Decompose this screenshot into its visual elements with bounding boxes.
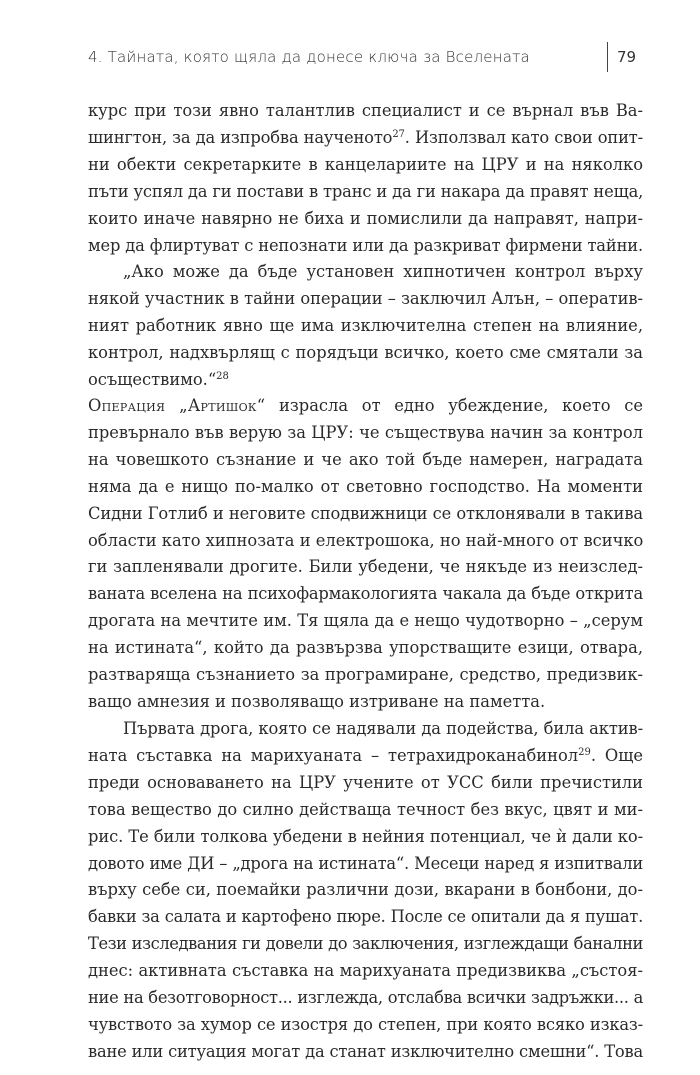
footnote-ref: 27 <box>392 128 405 140</box>
text-line: ги запленявали дрогите. Били убедени, че някъде из неизслед- <box>88 557 643 577</box>
text-line: ваната вселена на психофармакологията чакала да бъде открита <box>88 584 643 604</box>
text-line: курс при този явно талантлив специалист и се върнал във Ва- <box>88 101 643 120</box>
paragraph-1 <box>88 98 643 259</box>
text-line: превърнало във верую за ЦРУ: че съществува начин за контрол <box>88 422 643 442</box>
paragraph-2 <box>88 393 643 716</box>
text-fragment: израсла от едно убеждение, което се <box>265 396 643 415</box>
text-fragment: осъществимо.“ <box>88 369 217 389</box>
text-line: ващо амнезия и позволяващо изтриване на паметта. <box>88 691 546 711</box>
chapter-title: 4. Тайната, която щяла да донесе ключа за Вселената <box>88 48 530 66</box>
text-line: довото име ДИ – „дрога на истината“. Месеци наред я изпитвали <box>88 853 643 873</box>
text-fragment: шингтон, за да изпробва наученото <box>88 127 393 147</box>
text-line <box>88 743 643 770</box>
block-quote <box>88 259 643 394</box>
text-line: Първата дрога, която се надявали да подейства, била актив- <box>123 719 643 738</box>
running-header <box>88 48 648 72</box>
text-line: преди основаването на ЦРУ учените от УСС били пречистили <box>88 772 643 792</box>
text-line: Тези изследвания ги довели до заключения, изглеждащи банални <box>88 934 643 954</box>
text-line: чувството за хумор се изостря до степен, при която всяко изказ- <box>88 1014 643 1034</box>
page-number: 79 <box>617 48 637 66</box>
paragraph-3 <box>88 716 643 1066</box>
text-line: пъти успял да ги постави в транс и да ги накара да правят неща, <box>88 181 644 201</box>
text-fragment: . Още <box>590 745 643 765</box>
text-line: дрогата на мечтите им. Тя щяла да е нещо чудотворно – „серум <box>88 611 643 631</box>
text-line: ние на безотговорност... изглежда, отслабва всички задръжки... а <box>88 988 643 1008</box>
text-line: на човешкото съзнание и че ако той бъде намерен, наградата <box>88 449 643 469</box>
header-divider <box>607 42 608 72</box>
text-line: това вещество до силно действаща течност без вкус, цвят и ми- <box>88 799 643 819</box>
text-line: няма да е нищо по-малко от световно господство. На моменти <box>88 476 643 496</box>
text-line: някой участник в тайни операции – заключил Алън, – оператив- <box>88 288 643 308</box>
text-line <box>88 393 643 420</box>
text-fragment: . Използвал като свои опит- <box>404 127 643 147</box>
text-line: ване или ситуация могат да станат изключително смешни“. Това <box>88 1041 643 1061</box>
text-line: мер да флиртуват с непознати или да разкриват фирмени тайни. <box>88 235 643 255</box>
text-line: Сидни Готлиб и неговите сподвижници се отклонявали в такива <box>88 503 643 523</box>
footnote-ref: 29 <box>578 746 591 758</box>
text-line <box>88 367 643 394</box>
text-line <box>88 125 643 152</box>
footnote-ref: 28 <box>216 370 229 382</box>
text-line: бавки за салата и картофено пюре. После се опитали да я пушат. <box>88 907 643 927</box>
text-line: върху себе си, поемайки различни дози, вкарани в бонбони, до- <box>88 880 643 900</box>
text-line: които иначе навярно не биха и помислили да направят, напри- <box>88 208 643 228</box>
text-fragment: ната съставка на марихуаната – тетрахидроканабинол <box>88 745 579 765</box>
text-line: рис. Те били толкова убедени в нейния потенциал, че ѝ дали ко- <box>88 826 643 846</box>
text-line: ният работник явно ще има изключителна степен на влияние, <box>88 315 643 335</box>
text-line: на истината“, който да развързва упорстващите езици, отвара, <box>88 638 643 658</box>
text-line: „Ако може да бъде установен хипнотичен контрол върху <box>123 262 643 281</box>
text-line: ни обекти секретарките в канцелариите на ЦРУ и на няколко <box>88 154 643 174</box>
text-line: разтваряща съзнанието за програмиране, средство, предизвик- <box>88 665 643 685</box>
text-line: днес: активната съставка на марихуаната предизвиква „състоя- <box>88 961 643 981</box>
text-line: области като хипнозата и електрошока, но най-много от всичко <box>88 530 644 550</box>
text-line: контрол, надхвърлящ с порядъци всичко, което сме смятали за <box>88 342 643 362</box>
section-lead: Операция „Артишок“ <box>88 396 266 415</box>
